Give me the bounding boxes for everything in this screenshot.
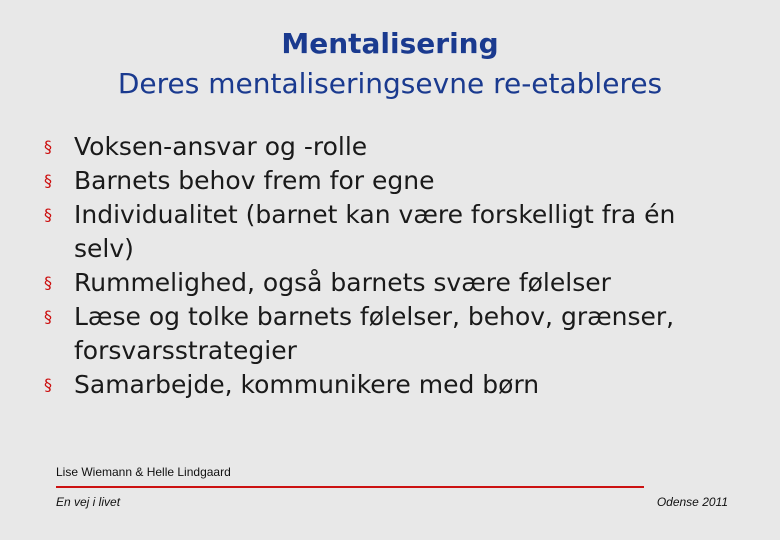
bullet-text: Barnets behov frem for egne: [74, 166, 435, 195]
bullet-item: [44, 368, 734, 402]
bullet-marker-icon: §: [44, 307, 52, 326]
footer-right-text: Odense 2011: [656, 495, 728, 509]
bullet-marker-icon: §: [44, 205, 52, 224]
bullet-text: Voksen-ansvar og -rolle: [74, 132, 368, 161]
title-block: [0, 24, 780, 104]
bullet-item: [44, 198, 734, 266]
footer-divider: [56, 486, 644, 488]
slide-title: Mentalisering: [281, 27, 499, 60]
bullet-text: Samarbejde, kommunikere med børn: [74, 370, 540, 399]
bullet-text: Rummelighed, også barnets svære følelser: [74, 268, 611, 297]
bullet-marker-icon: §: [44, 375, 52, 394]
bullet-item: [44, 266, 734, 300]
footer-left-text: En vej i livet: [56, 495, 121, 509]
bullet-item: [44, 300, 734, 368]
bullet-text: Læse og tolke barnets følelser, behov, grænser, forsvarsstrategier: [74, 302, 675, 365]
slide-subtitle: Deres mentaliseringsevne re-etableres: [117, 67, 663, 100]
author-credit: Lise Wiemann & Helle Lindgaard: [56, 465, 231, 479]
bullet-marker-icon: §: [44, 273, 52, 292]
bullet-marker-icon: §: [44, 171, 52, 190]
bullet-list: [44, 130, 734, 402]
bullet-item: [44, 130, 734, 164]
bullet-marker-icon: §: [44, 137, 52, 156]
bullet-item: [44, 164, 734, 198]
bullet-text: Individualitet (barnet kan være forskelligt fra én selv): [74, 200, 676, 263]
